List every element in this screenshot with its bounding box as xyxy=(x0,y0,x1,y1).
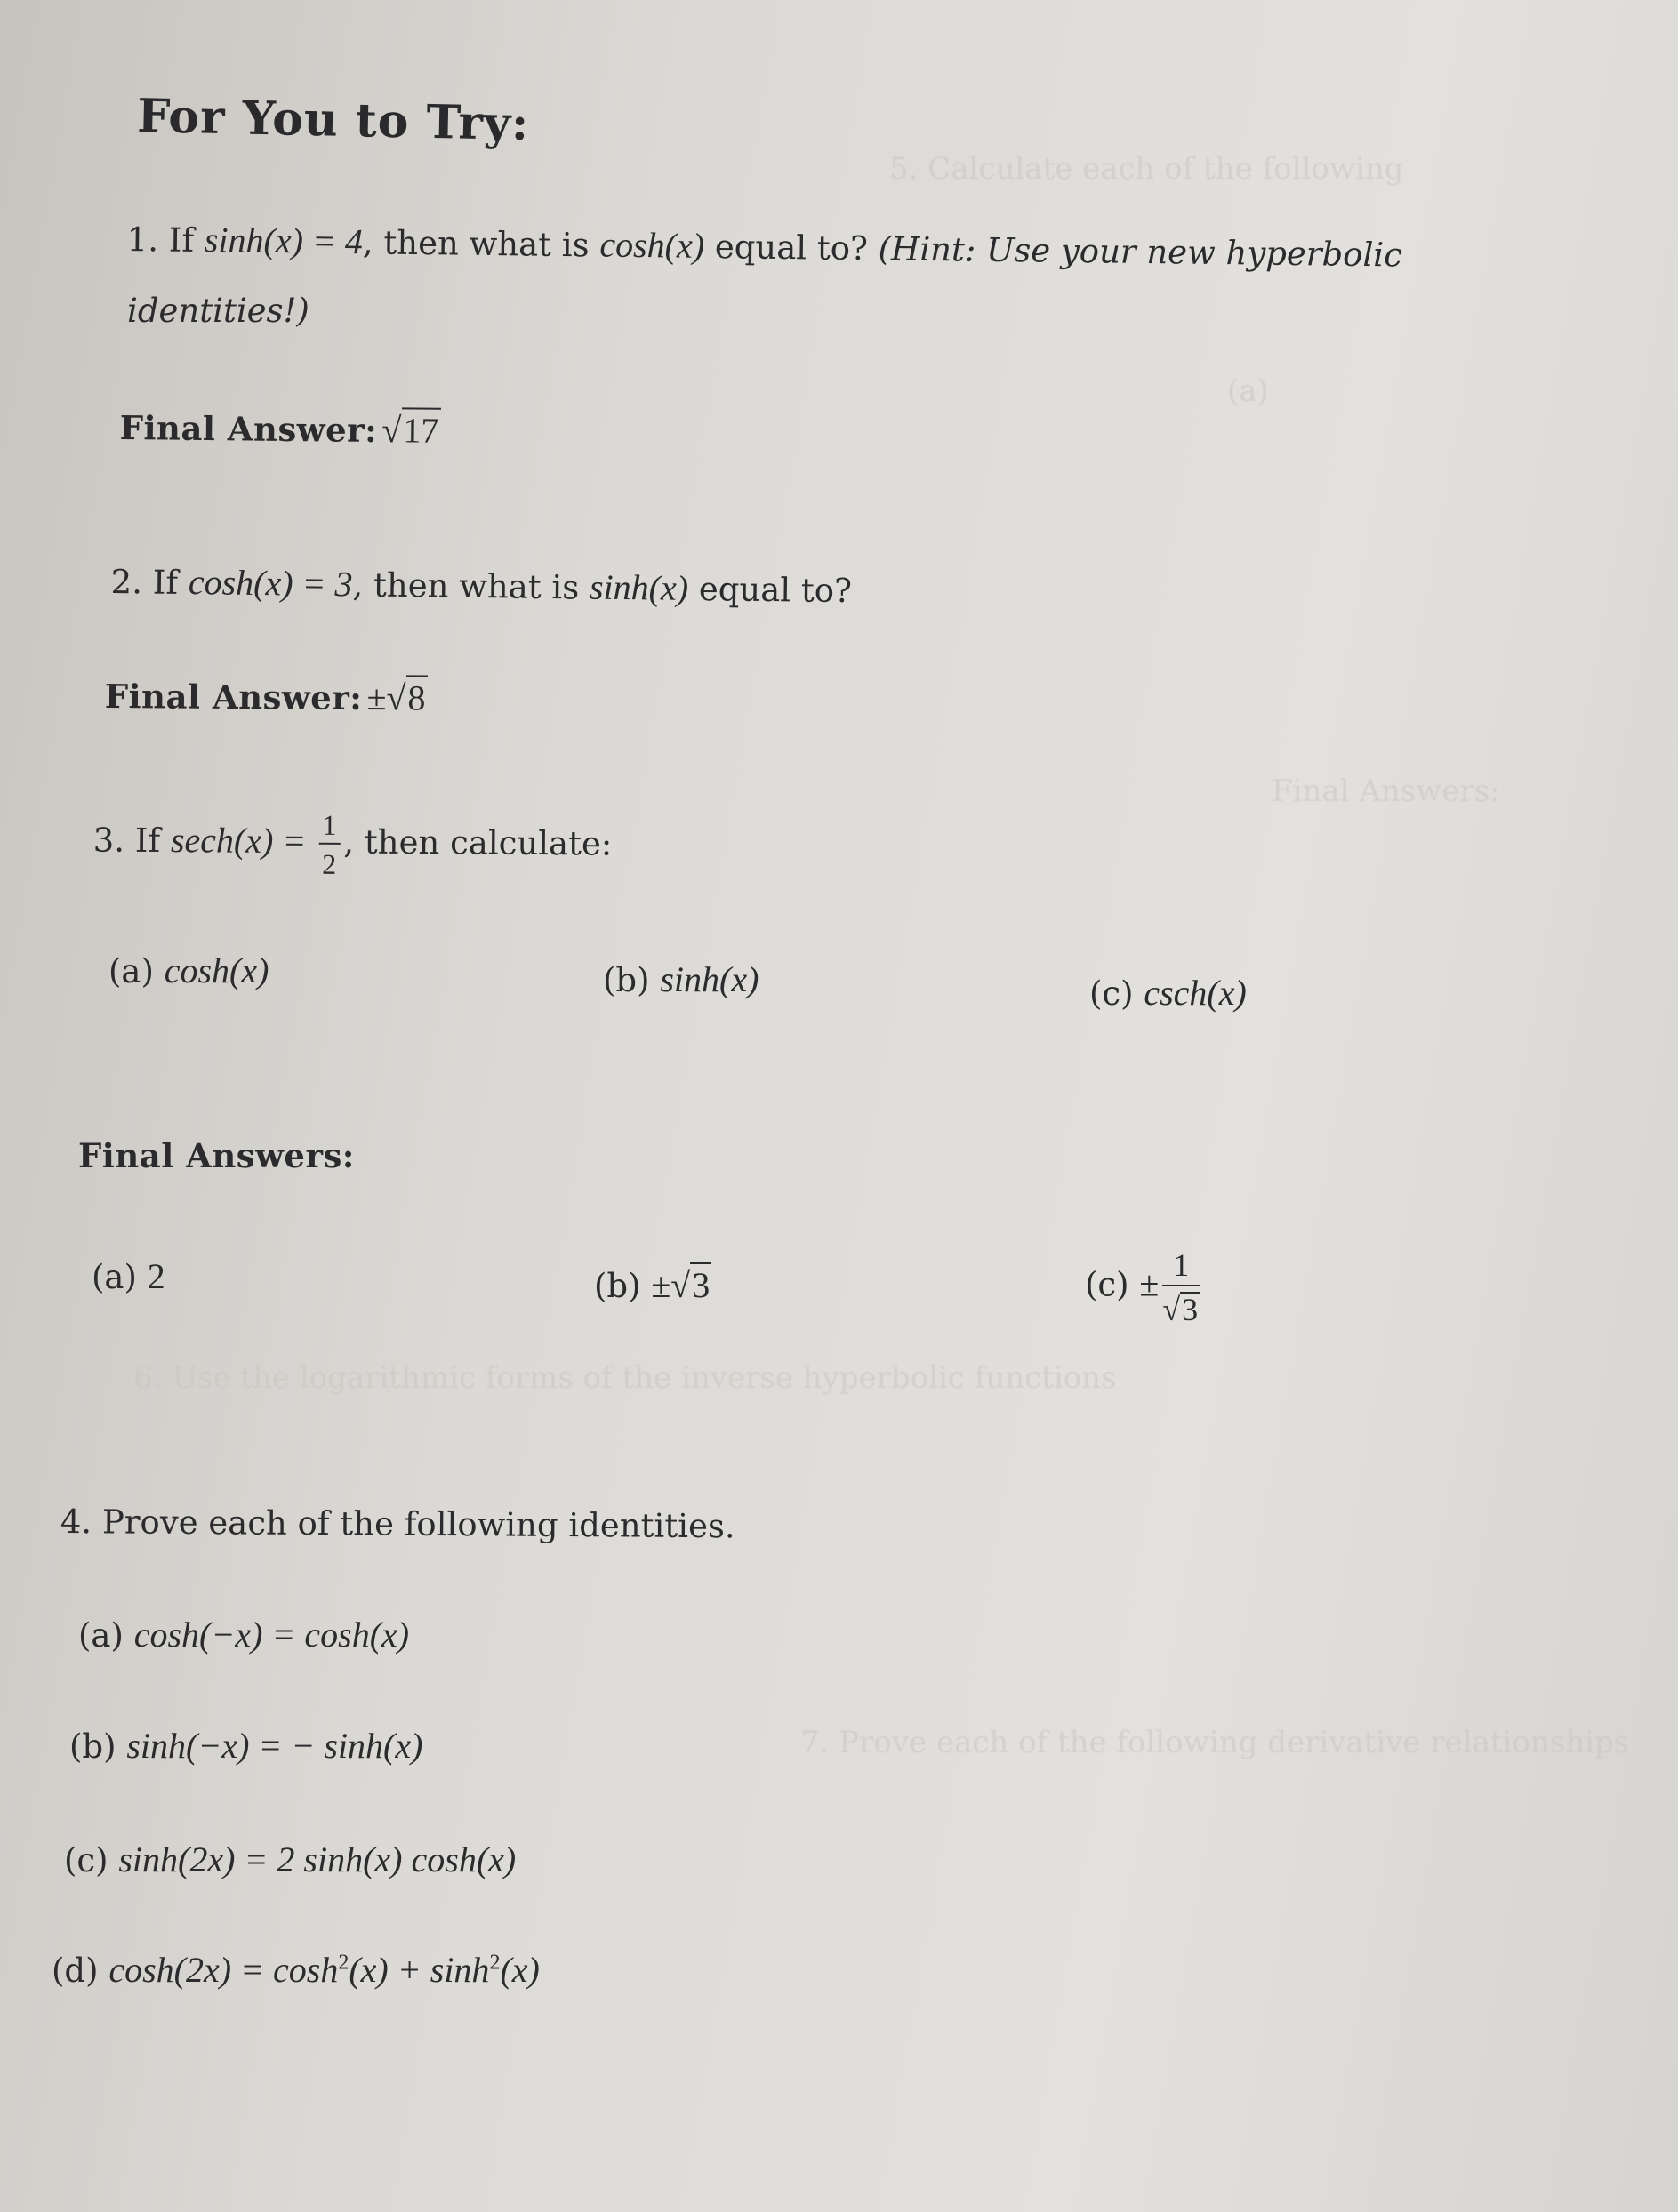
bleed-through-text: 5. Calculate each of the following xyxy=(889,151,1404,187)
q3-answer-b xyxy=(594,1262,711,1306)
part-label: (a) xyxy=(92,1258,137,1296)
denominator: 2 xyxy=(322,847,337,880)
answer-value: ±√8 xyxy=(366,677,427,717)
numerator: 1 xyxy=(318,811,340,845)
radicand: 17 xyxy=(401,407,441,451)
math-expression: csch(x) xyxy=(1144,973,1247,1013)
hint-text-continued: identities!) xyxy=(127,292,309,330)
answer-value: ±√3 xyxy=(651,1265,711,1305)
math-expression: sech(x) = xyxy=(170,820,316,862)
question-text: If xyxy=(134,821,172,861)
q4-part-b xyxy=(69,1725,422,1767)
part-label: (c) xyxy=(64,1841,108,1879)
q3-part-a xyxy=(108,950,269,991)
question-text: If xyxy=(168,220,205,260)
math-expression: sinh(x) xyxy=(660,959,759,999)
fraction xyxy=(1162,1249,1200,1326)
fraction xyxy=(318,808,341,880)
question-text: Prove each of the following identities. xyxy=(101,1503,735,1546)
radicand: 3 xyxy=(690,1262,711,1306)
question-number: 3. xyxy=(92,821,125,860)
hint-text: (Hint: Use your new hyperbolic xyxy=(878,229,1403,275)
exponent: 2 xyxy=(338,1951,349,1975)
final-answers-label: Final Answers: xyxy=(78,1136,355,1175)
final-answer-label: Final Answer: xyxy=(104,676,363,718)
final-answer-2 xyxy=(105,673,428,719)
part-label: (a) xyxy=(78,1616,124,1655)
part-label: (a) xyxy=(108,952,154,990)
part-label: (b) xyxy=(594,1267,641,1305)
expr-segment: (x) xyxy=(500,1950,540,1990)
part-label: (b) xyxy=(69,1727,116,1766)
question-text: equal to? xyxy=(703,227,879,268)
q4-part-d xyxy=(52,1949,540,1991)
final-answer-label: Final Answer: xyxy=(119,407,378,451)
final-answer-1 xyxy=(119,405,440,452)
question-2 xyxy=(110,560,852,611)
math-expression: sinh(x) = 4 xyxy=(204,220,364,262)
math-expression: cosh(x) xyxy=(599,224,705,266)
math-expression: sinh(2x) = 2 sinh(x) cosh(x) xyxy=(118,1839,517,1879)
radicand: 3 xyxy=(1182,1292,1199,1327)
part-label: (d) xyxy=(52,1952,99,1990)
math-expression: sinh(−x) = − sinh(x) xyxy=(126,1726,423,1766)
q3-answer-a xyxy=(92,1255,165,1297)
plus-minus: ± xyxy=(651,1265,671,1305)
question-text: If xyxy=(152,563,189,603)
question-number: 4. xyxy=(60,1503,92,1542)
q3-part-c xyxy=(1089,972,1247,1014)
expr-segment: (x) + sinh xyxy=(349,1950,490,1990)
radicand: 8 xyxy=(405,675,427,718)
plus-minus: ± xyxy=(1139,1263,1160,1304)
part-label: (c) xyxy=(1085,1265,1129,1304)
question-number: 2. xyxy=(110,562,143,602)
math-expression xyxy=(108,1950,540,1990)
question-text: equal to? xyxy=(687,569,853,611)
exponent: 2 xyxy=(489,1951,501,1975)
bleed-through-text: 7. Prove each of the following derivative relationships xyxy=(800,1725,1630,1760)
math-expression: cosh(−x) = cosh(x) xyxy=(133,1615,410,1655)
part-label: (c) xyxy=(1089,974,1134,1013)
question-text: , then what is xyxy=(352,565,590,607)
bleed-through-text: Final Answers: xyxy=(1272,773,1500,809)
question-text: , then what is xyxy=(362,223,600,265)
q4-part-c xyxy=(64,1839,516,1880)
answer-value: 2 xyxy=(147,1256,165,1296)
question-3 xyxy=(92,809,612,880)
question-number: 1. xyxy=(126,220,159,260)
plus-minus: ± xyxy=(366,677,387,718)
math-expression: sinh(x) xyxy=(589,566,689,608)
numerator: 1 xyxy=(1162,1249,1200,1286)
q3-part-b xyxy=(603,958,759,1000)
page-heading: For You to Try: xyxy=(136,89,530,152)
q3-answer-c xyxy=(1085,1249,1203,1326)
expr-segment: cosh(2x) = cosh xyxy=(108,1950,339,1990)
math-expression: cosh(x) xyxy=(164,950,269,990)
question-4 xyxy=(60,1503,735,1545)
bleed-through-text: 6. Use the logarithmic forms of the inverse hyperbolic functions xyxy=(133,1360,1117,1396)
q4-part-a xyxy=(78,1614,409,1655)
math-expression: cosh(x) = 3 xyxy=(188,562,353,605)
denominator: √3 xyxy=(1162,1292,1199,1327)
question-text: , then calculate: xyxy=(343,822,613,863)
question-1 xyxy=(126,218,1402,276)
bleed-through-text: (a) xyxy=(1227,373,1269,409)
answer-value: √17 xyxy=(381,410,440,451)
part-label: (b) xyxy=(603,961,650,999)
